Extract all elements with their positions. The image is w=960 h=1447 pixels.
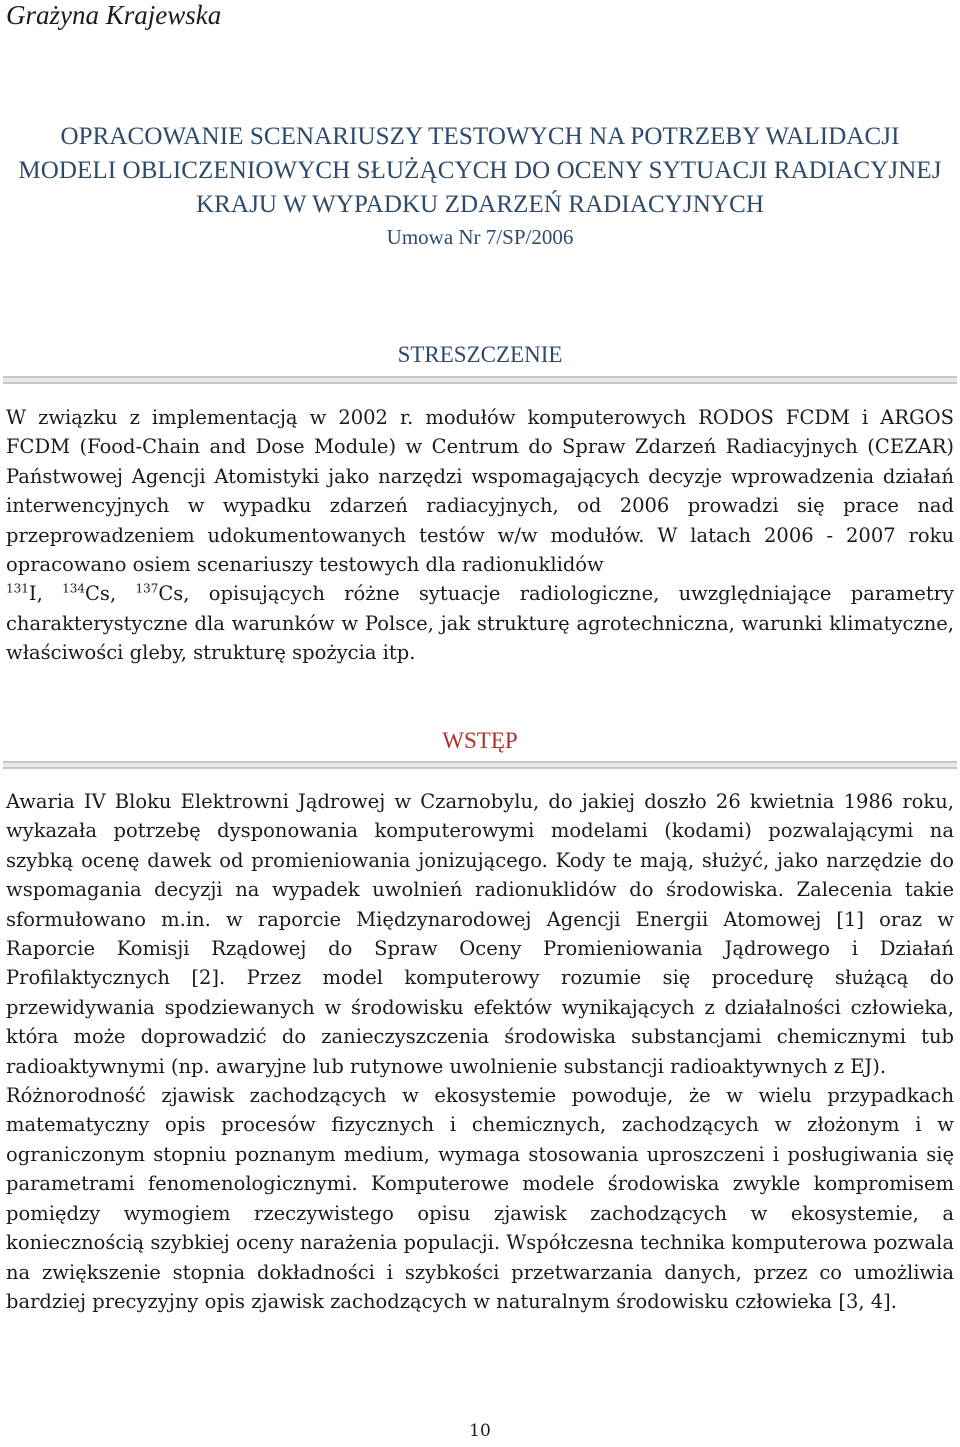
isotope-2-symbol: Cs, [85,582,136,606]
abstract-heading: STRESZCZENIE [397,342,563,367]
abstract-paragraph [6,403,954,668]
title-line-1: OPRACOWANIE SCENARIUSZY TESTOWYCH NA POTRZEBY WALIDACJI [60,123,900,150]
title-line-3: KRAJU W WYPADKU ZDARZEŃ RADIACYJNYCH [196,191,764,218]
document-title [0,120,960,252]
abstract-text-part1: W związku z implementacją w 2002 r. modułów komputerowych RODOS FCDM i ARGOS FCDM (Food-Chain and Dose Module) w Centrum do Spraw Zdarzeń Radiacyjnych (CEZAR) Państwowej Agencji Atomistyki jako narzędzi wspomagających decyzje wprowadzenia działań interwencyjnych w wypadku zdarzeń radiacyjnych, od 2006 prowadzi się prace nad przeprowadzeniem udokumentowanych testów w/w modułów. W latach 2006 - 2007 roku opracowano osiem scenariuszy testowych dla radionuklidów [6,406,954,577]
isotope-2-mass: 134 [62,581,86,596]
section-divider [3,376,957,384]
introduction-heading: WSTĘP [442,728,518,753]
introduction-paragraph-1: Awaria IV Bloku Elektrowni Jądrowej w Czarnobylu, do jakiej doszło 26 kwietnia 1986 roku, wykazała potrzebę dysponowania komputerowymi modelami (kodami) pozwalającymi na szybką ocenę dawek od promieniowania jonizującego. Kody te mają, służyć, jako narzędzie do wspomagania decyzji na wypadek uwolnień radionuklidów do środowiska. Zalecenia takie sformułowano m.in. w raporcie Międzynarodowej Agencji Energii Atomowej [1] oraz w Raporcie Komisji Rządowej do Spraw Oceny Promieniowania Jądrowego i Działań Profilaktycznych [2]. Przez model komputerowy rozumie się procedurę służącą do przewidywania spodziewanych w środowisku efektów wynikających z działalności człowieka, która może doprowadzić do zanieczyszczenia środowiska substancjami chemicznymi tub radioaktywnymi (np. awaryjne lub rutynowe uwolnienie substancji radioaktywnych z EJ). [6,790,954,1078]
isotope-1-symbol: I, [28,582,63,606]
author-name: Grażyna Krajewska [6,0,222,30]
isotope-1-mass: 131 [6,581,29,596]
contract-number: Umowa Nr 7/SP/2006 [386,225,574,249]
abstract-text-part2: Cs, opisujących różne sytuacje radiologiczne, uwzględniające parametry charakterystyczne dla warunków w Polsce, jak strukturę agrotechniczna, warunki klimatyczne, właściwości gleby, strukturę spożycia itp. [6,582,954,665]
introduction-paragraph-2: Różnorodność zjawisk zachodzących w ekosystemie powoduje, że w wielu przypadkach matematyczny opis procesów fizycznych i chemicznych, zachodzących w złożonym i w ograniczonym stopniu poznanym medium, wymaga stosowania uproszczeni i posługiwania się parametrami fenomenologicznymi. Komputerowe modele środowiska zwykle kompromisem pomiędzy wymogiem rzeczywistego opisu zjawisk zachodzących w ekosystemie, a koniecznością szybkiej oceny narażenia populacji. Współczesna technika komputerowa pozwala na zwiększenie stopnia dokładności i szybkości przetwarzania danych, przez co umożliwia bardziej precyzyjny opis zjawisk zachodzących w naturalnym środowisku człowieka [3, 4]. [6,1084,954,1313]
title-line-2: MODELI OBLICZENIOWYCH SŁUŻĄCYCH DO OCENY SYTUACJI RADIACYJNEJ [18,157,942,184]
page-number: 10 [469,1421,491,1441]
isotope-3-mass: 137 [135,581,159,596]
introduction-body [6,787,954,1316]
section-divider [3,761,957,769]
